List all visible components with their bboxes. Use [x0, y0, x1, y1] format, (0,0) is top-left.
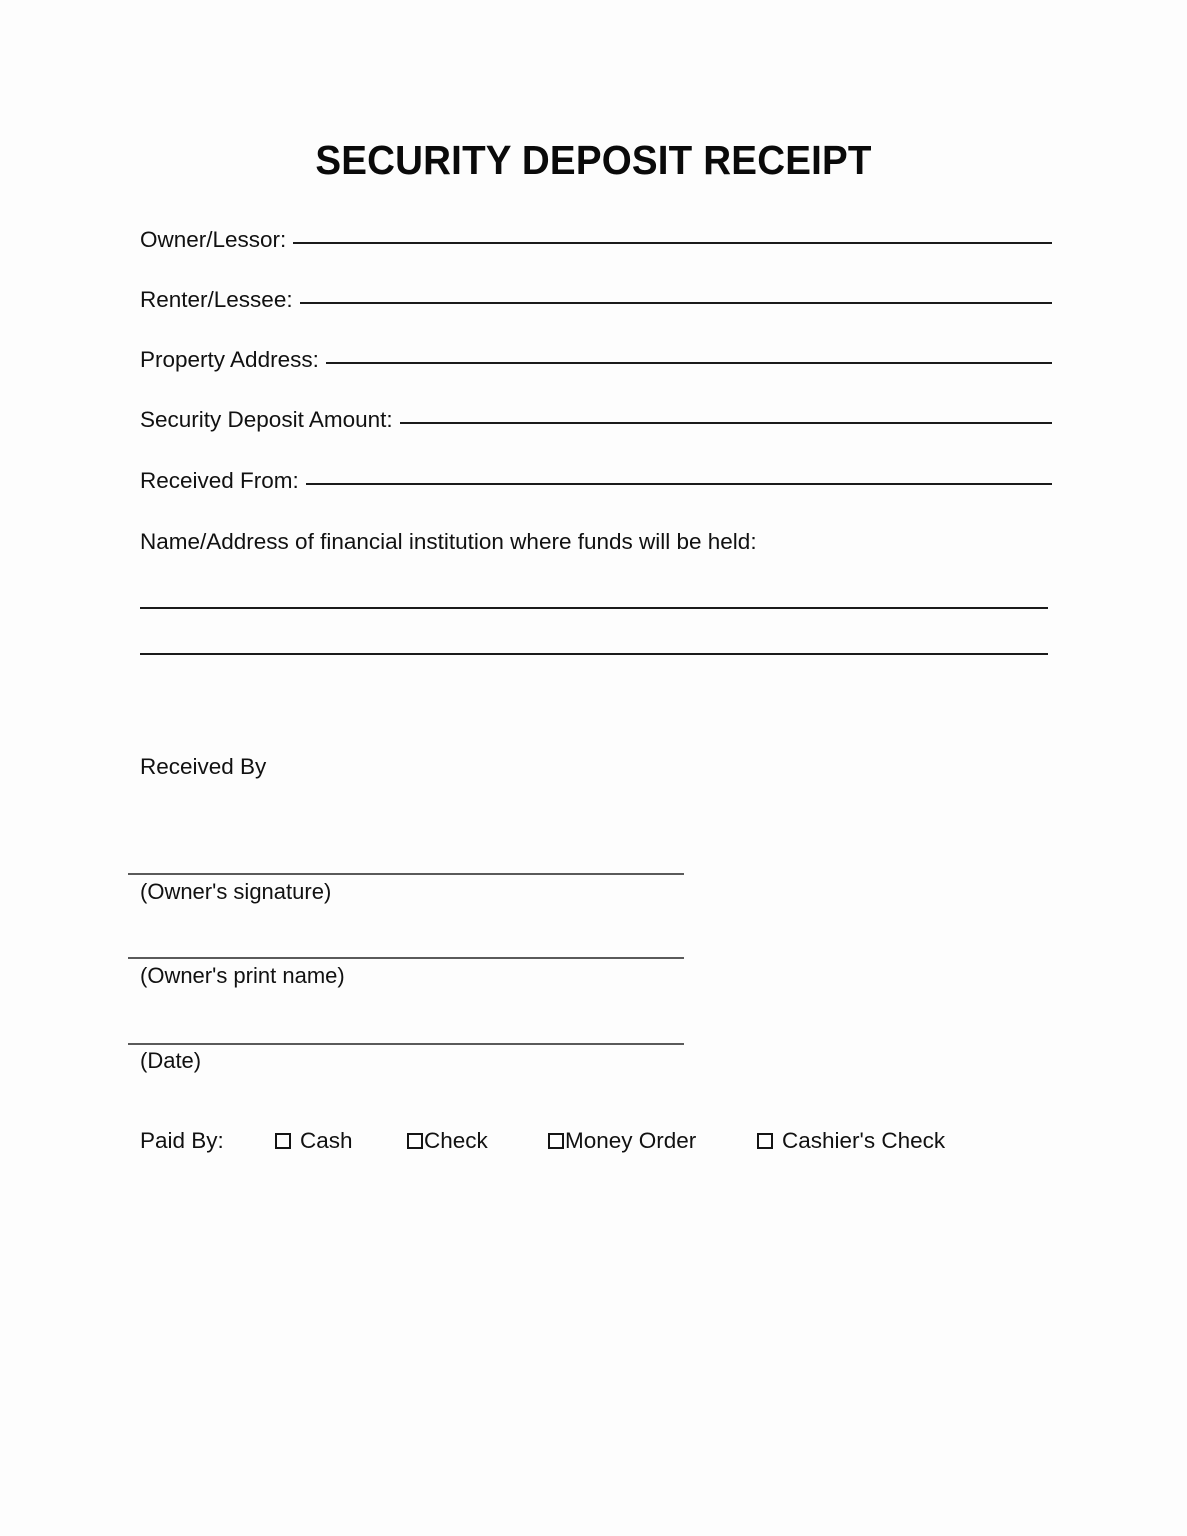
owner-signature-caption: (Owner's signature) [140, 879, 332, 904]
paid-by-option-cashiers-check[interactable] [757, 1124, 945, 1158]
field-label-owner-lessor: Owner/Lessor: [140, 227, 287, 252]
paid-by-label: Paid By: [140, 1128, 224, 1153]
paid-by-option-check-label: Check [424, 1128, 488, 1153]
field-input-owner-lessor[interactable] [293, 242, 1052, 244]
paid-by-option-cashiers-check-label: Cashier's Check [782, 1128, 946, 1153]
field-row-renter-lessee [140, 285, 1052, 315]
field-input-security-deposit-amount[interactable] [400, 422, 1052, 424]
paid-by-option-check[interactable] [407, 1124, 488, 1158]
financial-institution-prompt: Name/Address of financial institution where funds will be held: [140, 529, 757, 554]
date-caption: (Date) [140, 1048, 202, 1073]
field-input-property-address[interactable] [326, 362, 1052, 364]
paid-by-option-cash[interactable] [275, 1124, 353, 1158]
field-row-security-deposit-amount [140, 405, 1052, 435]
field-row-owner-lessor [140, 225, 1052, 255]
field-label-renter-lessee: Renter/Lessee: [140, 287, 293, 312]
paid-by-option-cash-label: Cash [300, 1128, 353, 1153]
field-input-received-from[interactable] [306, 483, 1052, 485]
field-label-property-address: Property Address: [140, 347, 319, 372]
owner-signature-input-line[interactable] [128, 873, 684, 875]
field-row-property-address [140, 345, 1052, 375]
checkbox-check-icon[interactable] [407, 1133, 423, 1149]
received-by-heading: Received By [140, 754, 267, 779]
checkbox-money-order-icon[interactable] [548, 1133, 564, 1149]
checkbox-cash-icon[interactable] [275, 1133, 291, 1149]
paid-by-option-money-order[interactable] [548, 1124, 696, 1158]
field-input-renter-lessee[interactable] [300, 302, 1052, 304]
page-title: SECURITY DEPOSIT RECEIPT [315, 137, 872, 183]
field-label-received-from: Received From: [140, 468, 299, 493]
date-input-line[interactable] [128, 1043, 684, 1045]
field-label-security-deposit-amount: Security Deposit Amount: [140, 407, 393, 432]
paid-by-option-money-order-label: Money Order [565, 1128, 697, 1153]
field-row-received-from [140, 466, 1052, 496]
owner-print-name-caption: (Owner's print name) [140, 963, 345, 988]
checkbox-cashiers-check-icon[interactable] [757, 1133, 773, 1149]
owner-print-name-input-line[interactable] [128, 957, 684, 959]
financial-institution-input-line-1[interactable] [140, 607, 1048, 609]
paid-by-row [140, 1124, 1040, 1158]
financial-institution-input-line-2[interactable] [140, 653, 1048, 655]
